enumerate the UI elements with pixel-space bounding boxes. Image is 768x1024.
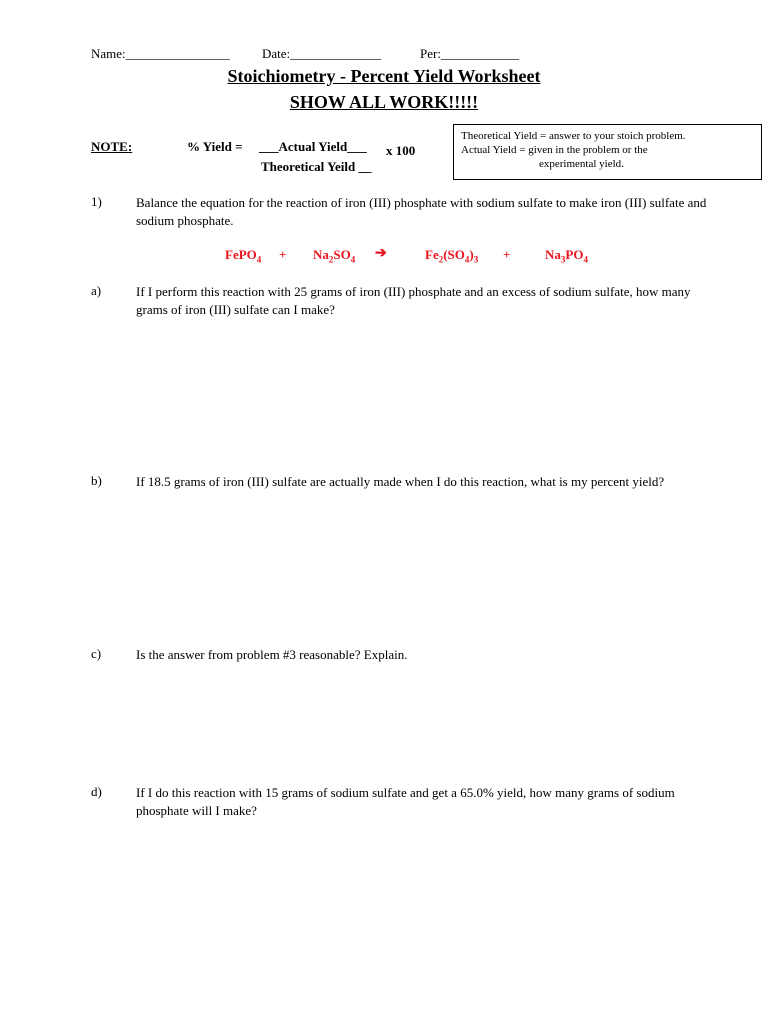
reaction-arrow-icon: ➔ — [375, 246, 387, 261]
product-na3po4-a: Na — [545, 247, 561, 262]
product-fe2so43-sub3: 3 — [473, 254, 479, 265]
definition-actual: Actual Yield = given in the problem or the — [461, 144, 648, 156]
part-b-label: b) — [91, 473, 102, 488]
product-fe2so43-sub2: 4 — [464, 254, 470, 265]
date-field: Date:______________ — [262, 46, 382, 61]
page-title — [0, 66, 768, 87]
reactant-fepo4-base: FePO — [225, 247, 257, 262]
page-title-text: Stoichiometry - Percent Yield Worksheet — [227, 66, 541, 86]
name-field: Name:________________ — [91, 46, 230, 61]
plus-sign-2: + — [503, 247, 511, 262]
reactant-na2so4 — [313, 247, 355, 265]
product-fe2so43 — [425, 247, 478, 265]
yield-label: % Yield = — [187, 139, 243, 154]
formula-denominator: Theoretical Yeild __ — [261, 159, 372, 174]
product-na3po4 — [545, 247, 588, 265]
product-na3po4-sub2: 4 — [583, 254, 588, 265]
part-c-text: Is the answer from problem #3 reasonable? Explain. — [136, 647, 408, 662]
definition-theoretical: Theoretical Yield = answer to your stoich problem. — [461, 130, 686, 142]
reactant-na2so4-sub1: 2 — [328, 254, 334, 265]
definitions-box — [453, 124, 762, 180]
page-subtitle-text: SHOW ALL WORK!!!!! — [289, 92, 479, 112]
product-fe2so43-b: (SO — [443, 247, 465, 262]
page-subtitle — [0, 92, 768, 113]
part-b-text: If 18.5 grams of iron (III) sulfate are actually made when I do this reaction, what is my percent yield? — [136, 474, 665, 489]
note-label: NOTE: — [91, 139, 133, 154]
reactant-na2so4-sub2: 4 — [350, 254, 356, 265]
part-c-label: c) — [91, 646, 102, 661]
reactant-na2so4-b: SO — [333, 247, 351, 262]
period-field: Per:____________ — [420, 46, 519, 61]
product-fe2so43-sub1: 2 — [438, 254, 444, 265]
part-a-text: If I perform this reaction with 25 grams of iron (III) phosphate and an excess of sodium sulfate, how many grams of iron (III) sulfate can I make? — [136, 284, 691, 317]
product-na3po4-sub1: 3 — [560, 254, 566, 265]
question-1-text: Balance the equation for the reaction of iron (III) phosphate with sodium sulfate to make iron (III) sulfate and sodium phosphate. — [136, 195, 707, 228]
part-d-label: d) — [91, 784, 102, 799]
question-1-number: 1) — [91, 194, 102, 209]
definition-actual-cont: experimental yield. — [539, 158, 624, 170]
product-fe2so43-a: Fe — [425, 247, 439, 262]
part-a-label: a) — [91, 283, 102, 298]
reactant-fepo4 — [225, 247, 261, 265]
plus-sign-1: + — [279, 247, 287, 262]
product-fe2so43-c: ) — [469, 247, 474, 262]
reactant-na2so4-a: Na — [313, 247, 329, 262]
formula-multiplier: x 100 — [386, 143, 416, 158]
product-na3po4-b: PO — [565, 247, 584, 262]
reactant-fepo4-sub: 4 — [256, 254, 262, 265]
part-d-text: If I do this reaction with 15 grams of sodium sulfate and get a 65.0% yield, how many grams of sodium phosphate will I make? — [136, 785, 675, 818]
formula-numerator: ___Actual Yield___ — [259, 139, 367, 154]
